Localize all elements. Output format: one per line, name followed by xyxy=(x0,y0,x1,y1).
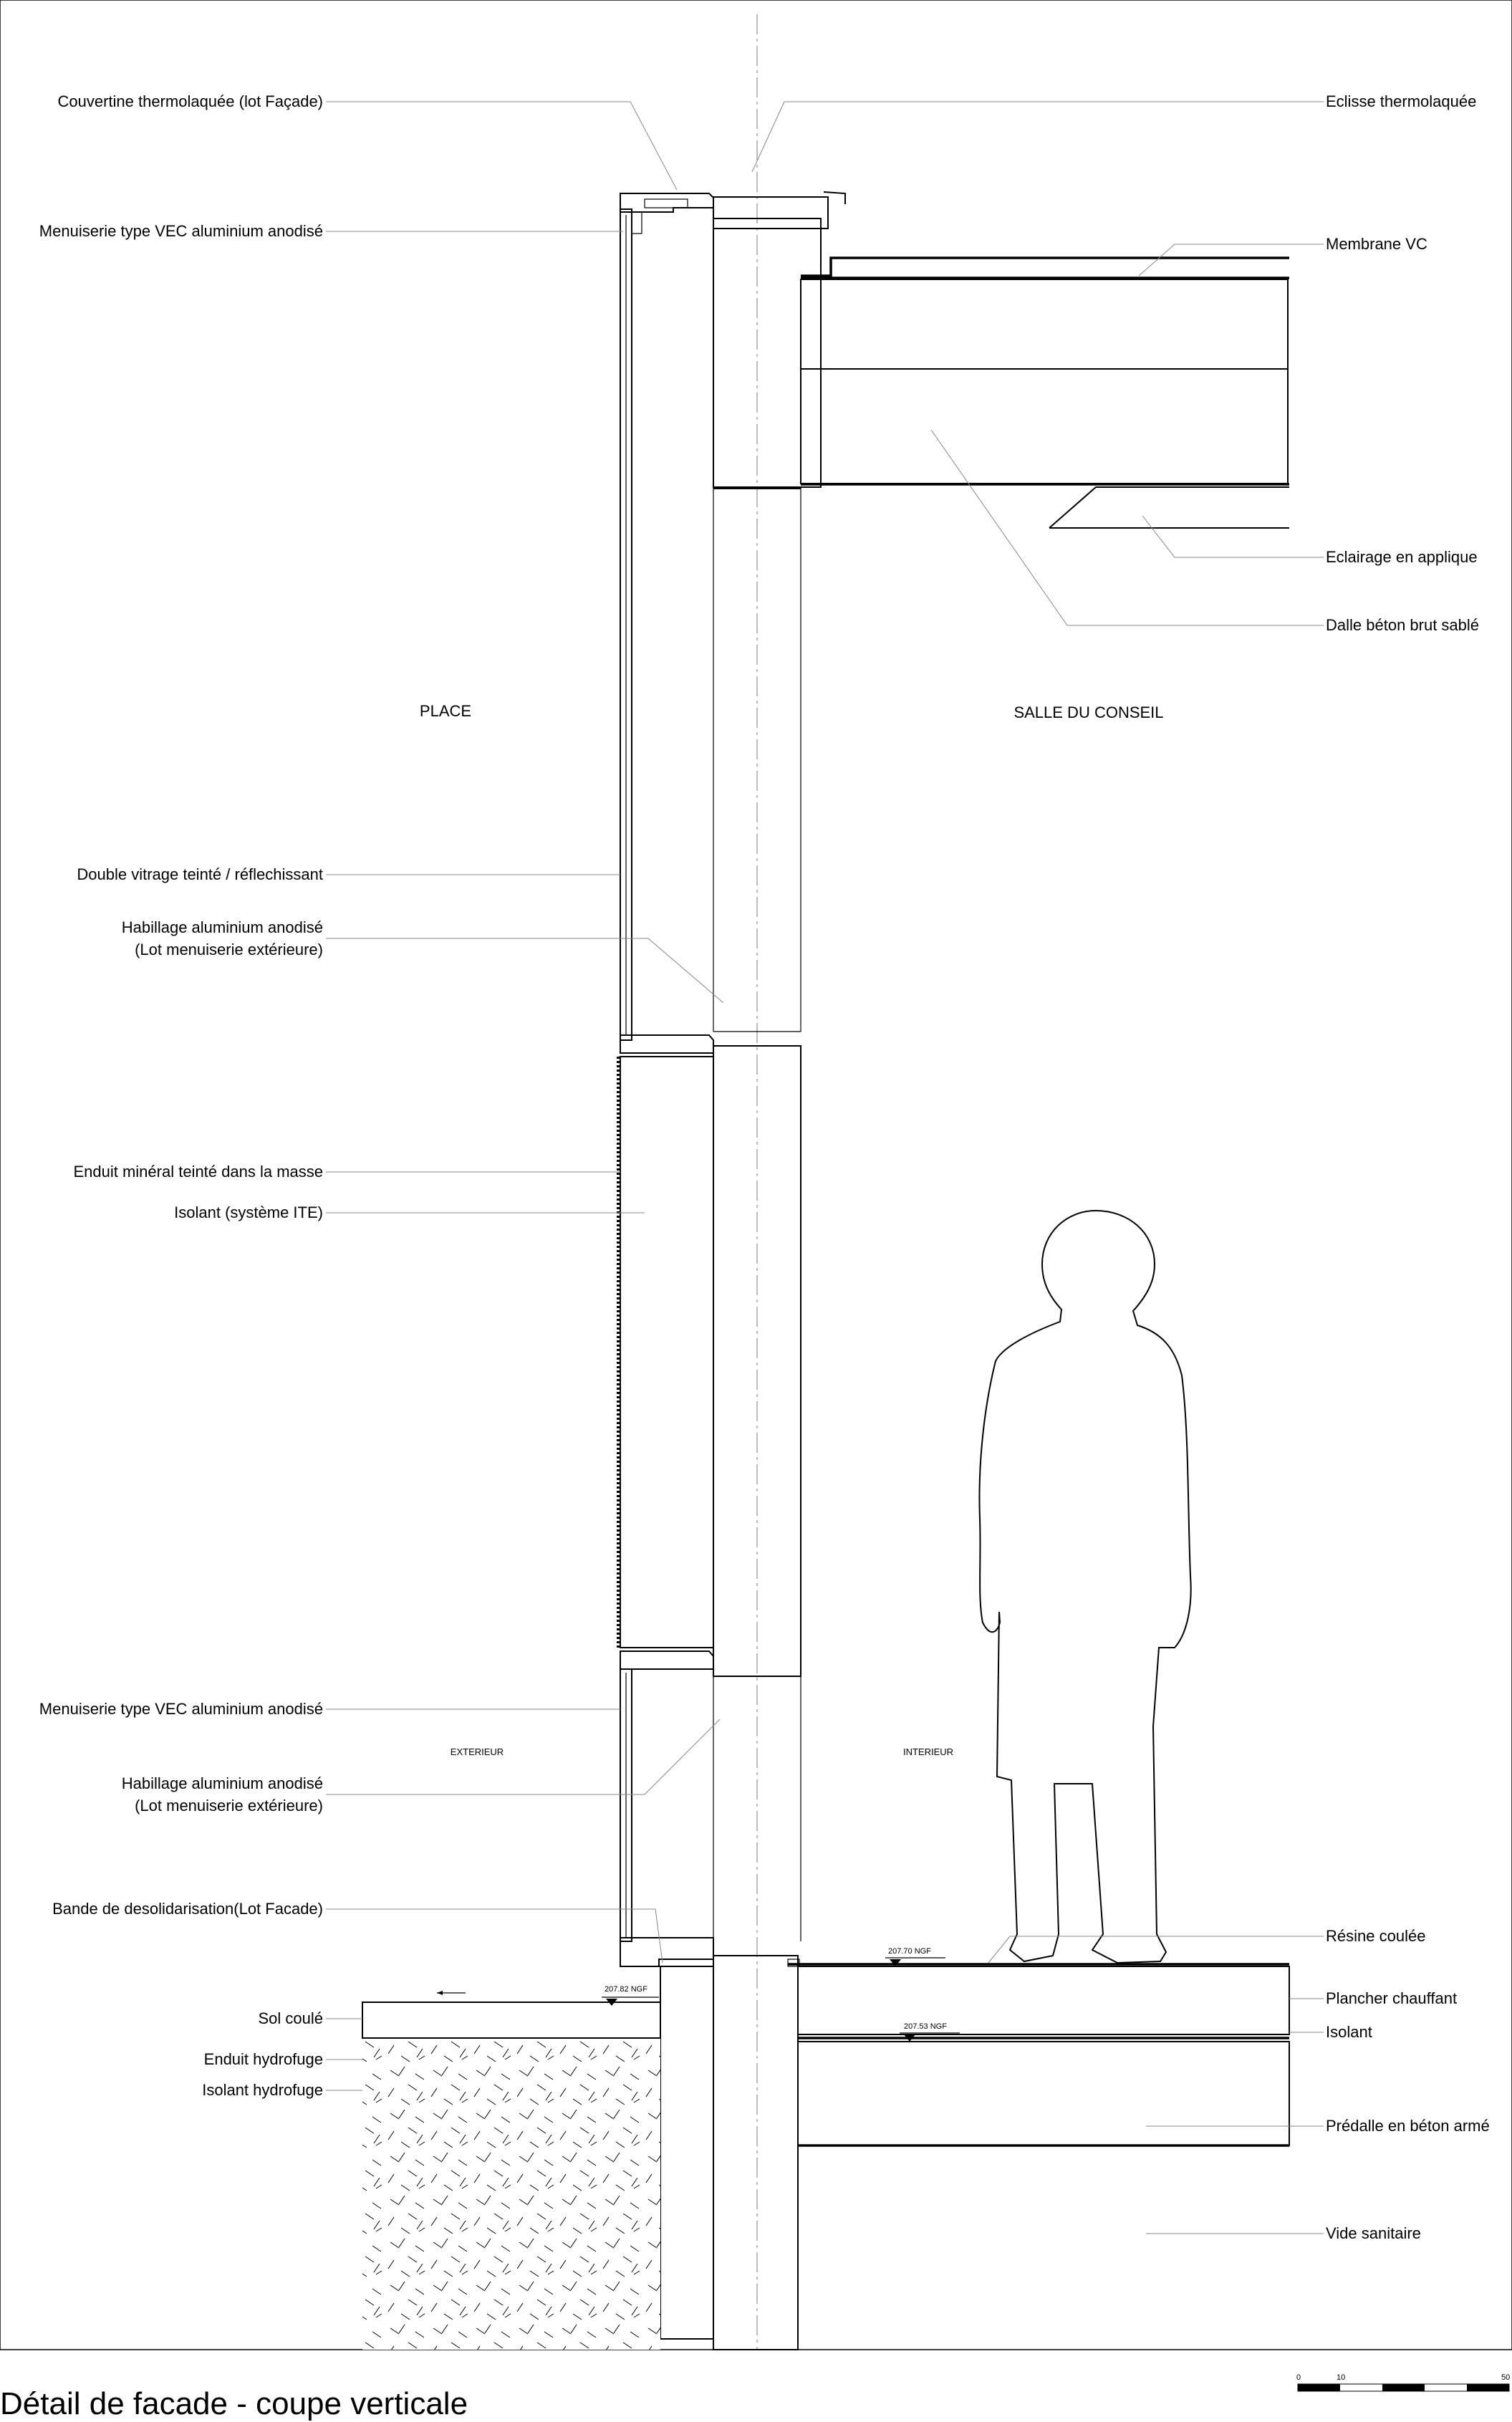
foundation xyxy=(660,1956,1289,2350)
label-resine: Résine coulée xyxy=(1326,1927,1426,1945)
level-markers xyxy=(602,1947,960,2042)
zone-interieur: INTERIEUR xyxy=(902,1746,954,1757)
label-habillage-bottom-2: (Lot menuiserie extérieure) xyxy=(135,1797,323,1815)
label-enduit-hydrofuge: Enduit hydrofuge xyxy=(203,2050,323,2068)
label-predalle: Prédalle en béton armé xyxy=(1326,2117,1490,2135)
ite-wall xyxy=(619,1046,801,1676)
lower-glazing xyxy=(620,1651,801,1966)
label-membrane: Membrane VC xyxy=(1326,235,1427,253)
label-eclisse: Eclisse thermolaquée xyxy=(1326,92,1477,110)
zone-place: PLACE xyxy=(419,702,472,720)
label-plancher: Plancher chauffant xyxy=(1326,1989,1458,2007)
label-isolant: Isolant xyxy=(1326,2023,1372,2041)
leaders-left xyxy=(326,102,723,2090)
labels-left xyxy=(39,92,323,2099)
label-menuiserie-bottom: Menuiserie type VEC aluminium anodisé xyxy=(39,1700,323,1718)
coping xyxy=(620,193,713,212)
label-vide-sanitaire: Vide sanitaire xyxy=(1326,2224,1421,2242)
label-habillage-top-2: (Lot menuiserie extérieure) xyxy=(135,941,323,958)
label-sol-coule: Sol coulé xyxy=(258,2009,323,2027)
label-isolant-ite: Isolant (système ITE) xyxy=(174,1203,323,1221)
label-couvertine: Couvertine thermolaquée (lot Façade) xyxy=(57,92,323,110)
label-dalle: Dalle béton brut sablé xyxy=(1326,616,1480,634)
scale-tick-50: 50 xyxy=(1501,2373,1511,2382)
scale-tick-10: 10 xyxy=(1337,2373,1346,2382)
light-fixture xyxy=(1049,487,1289,528)
level-slab-text: 207.53 NGF xyxy=(904,2022,947,2031)
label-eclairage: Eclairage en applique xyxy=(1326,548,1478,566)
label-habillage-top-1: Habillage aluminium anodisé xyxy=(121,918,323,936)
label-isolant-hydrofuge: Isolant hydrofuge xyxy=(202,2081,323,2099)
roof-slab xyxy=(713,192,1289,489)
scale-tick-0: 0 xyxy=(1296,2373,1301,2382)
level-interior-text: 207.70 NGF xyxy=(888,1947,931,1956)
labels-right xyxy=(1326,92,1490,2242)
scale-bar xyxy=(1296,2373,1510,2391)
zone-salle-du-conseil: SALLE DU CONSEIL xyxy=(1013,703,1164,721)
level-exterior-text: 207.82 NGF xyxy=(605,1985,647,1994)
label-enduit-mineral: Enduit minéral teinté dans la masse xyxy=(73,1163,323,1181)
membrane-vc xyxy=(801,258,1289,276)
exterior-ground xyxy=(362,1991,660,2350)
human-silhouette xyxy=(979,1211,1190,1963)
label-double-vitrage: Double vitrage teinté / réflechissant xyxy=(77,865,323,883)
label-bande: Bande de desolidarisation(Lot Facade) xyxy=(52,1900,323,1918)
drawing-title: Détail de facade - coupe verticale xyxy=(0,2386,468,2421)
label-habillage-bottom-1: Habillage aluminium anodisé xyxy=(121,1774,323,1792)
zone-exterieur: EXTERIEUR xyxy=(450,1746,504,1757)
label-menuiserie-top: Menuiserie type VEC aluminium anodisé xyxy=(39,222,323,240)
upper-glazing xyxy=(620,209,801,1053)
